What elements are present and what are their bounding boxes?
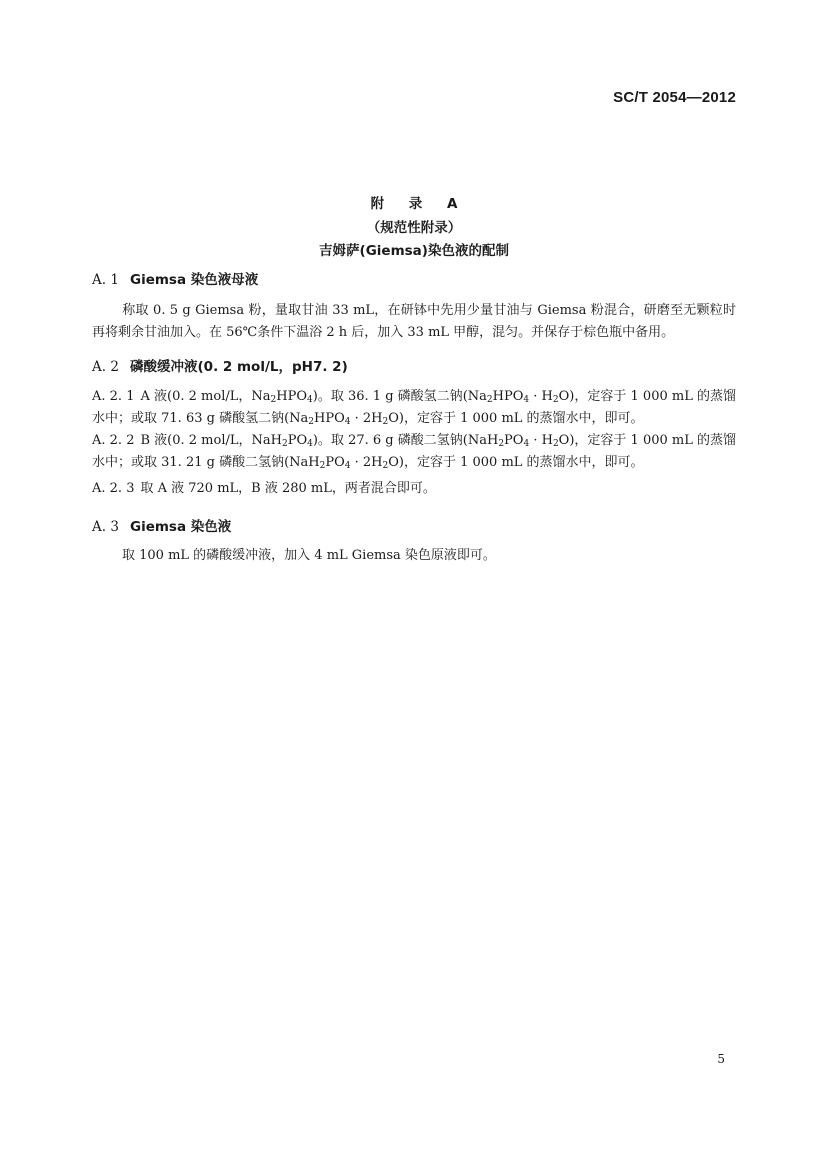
item-a2-3: [92, 478, 736, 500]
subscript: 4: [344, 461, 351, 471]
subscript: 4: [523, 439, 530, 449]
item-text: · 2H: [350, 455, 383, 470]
item-text: PO: [325, 455, 345, 470]
subscript: 2: [281, 439, 288, 449]
appendix-title: 附 录 A: [370, 196, 468, 212]
subscript: 2: [382, 417, 389, 427]
subscript: 4: [523, 395, 530, 405]
section-a1-heading: [92, 268, 258, 288]
item-number: A. 2. 1: [92, 389, 135, 404]
item-text: HPO: [276, 389, 307, 404]
section-a3-heading: [92, 515, 231, 535]
subscript: 2: [270, 395, 277, 405]
appendix-subtitle: （规范性附录）: [366, 220, 462, 236]
item-text: · 2H: [350, 411, 383, 426]
subscript: 2: [552, 395, 559, 405]
section-number: A. 1: [92, 272, 119, 288]
subscript: 4: [307, 439, 313, 449]
item-text: 取 A 液 720 mL，B 液 280 mL，两者混合即可。: [140, 481, 436, 496]
page-number: 5: [717, 1052, 725, 1066]
item-text: PO: [504, 433, 524, 448]
item-text: · H: [529, 433, 553, 448]
subscript: 2: [308, 417, 314, 427]
subscript: 2: [552, 439, 559, 449]
item-number: A. 2. 2: [92, 433, 135, 448]
item-text: )。取 27. 6 g 磷酸二氢钠(NaH: [312, 433, 499, 448]
appendix-name: 吉姆萨(Giemsa)染色液的配制: [319, 243, 509, 259]
subscript: 2: [319, 461, 326, 471]
section-title: 磷酸缓冲液(0. 2 mol/L，pH7. 2): [130, 359, 348, 375]
item-text: )。取 36. 1 g 磷酸氢二钠(Na: [312, 389, 487, 404]
section-a1-paragraph: [92, 300, 736, 344]
section-number: A. 2: [92, 359, 119, 375]
item-text: O)，定容于 1 000 mL 的蒸馏水中，即可。: [388, 455, 644, 470]
section-a3-paragraph: [92, 545, 736, 567]
subscript: 2: [382, 461, 389, 471]
section-a2-heading: [92, 355, 348, 375]
subscript: 4: [307, 395, 313, 405]
section-number: A. 3: [92, 519, 119, 535]
subscript: 2: [486, 395, 493, 405]
paragraph-text: 称取 0. 5 g Giemsa 粉，量取甘油 33 mL，在研钵中先用少量甘油与 Giemsa 粉混合，研磨至无颗粒时再将剩余甘油加入。在 56℃条件下温浴 2 h 后，加入 33 mL 甲醇，混匀。并保存于棕色瓶中备用。: [92, 303, 736, 340]
paragraph-text: 取 100 mL 的磷酸缓冲液，加入 4 mL Giemsa 染色原液即可。: [122, 548, 496, 563]
item-text: O)，定容于 1 000 mL 的蒸馏水中；或取 31. 21 g 磷酸二氢钠(NaH: [92, 433, 737, 470]
item-a2-1: [92, 386, 736, 430]
item-text: O)，定容于 1 000 mL 的蒸馏水中；或取 71. 63 g 磷酸氢二钠(Na: [92, 389, 736, 426]
item-text: HPO: [492, 389, 524, 404]
section-title: Giemsa 染色液母液: [130, 272, 259, 288]
item-text: O)，定容于 1 000 mL 的蒸馏水中，即可。: [388, 411, 644, 426]
item-text: A 液(0. 2 mol/L，Na: [140, 389, 271, 404]
item-text: B 液(0. 2 mol/L，NaH: [140, 433, 282, 448]
standard-code: SC/T 2054—2012: [613, 89, 736, 106]
item-text: HPO: [314, 411, 345, 426]
item-a2-2: [92, 430, 736, 474]
section-title: Giemsa 染色液: [130, 519, 232, 535]
item-text: · H: [529, 389, 553, 404]
item-number: A. 2. 3: [92, 481, 135, 496]
item-text: PO: [287, 433, 308, 448]
subscript: 4: [344, 417, 351, 427]
subscript: 2: [498, 439, 505, 449]
